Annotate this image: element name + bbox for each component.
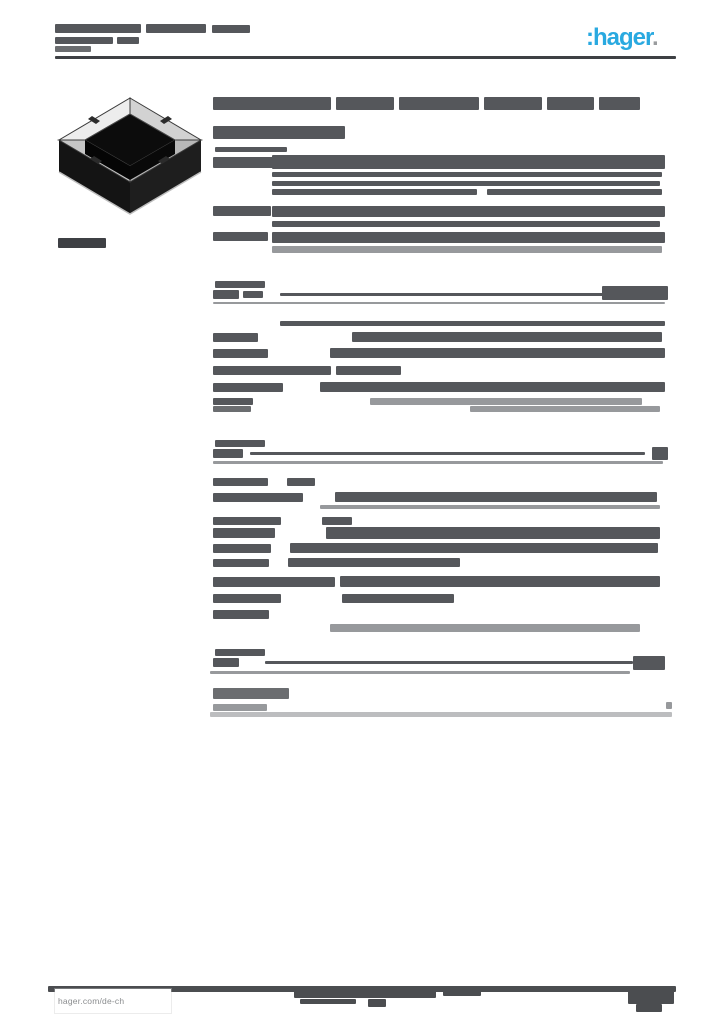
redacted-text-line <box>272 221 660 227</box>
redacted-text-line <box>243 291 263 298</box>
redacted-text-line <box>288 558 460 567</box>
redacted-text-line <box>272 206 665 217</box>
redacted-text-line <box>326 527 660 539</box>
redacted-text-line <box>213 206 271 216</box>
redacted-text-line <box>213 658 239 667</box>
redacted-text-line <box>280 293 632 296</box>
redacted-text-line <box>633 656 665 670</box>
redacted-text-line <box>666 702 672 709</box>
redacted-text-line <box>55 46 91 52</box>
redacted-text-line <box>322 517 352 525</box>
hager-logo <box>586 24 678 54</box>
hager-logo-text: :hager <box>586 24 653 51</box>
redacted-text-line <box>215 440 265 447</box>
redacted-text-line <box>272 232 665 243</box>
redacted-text-line <box>487 189 662 195</box>
redacted-text-line <box>280 321 665 326</box>
redacted-text-line <box>602 286 668 300</box>
redacted-text-line <box>213 461 663 464</box>
redacted-text-line <box>213 704 267 711</box>
redacted-text-line <box>628 990 674 1004</box>
redacted-text-line <box>55 56 676 59</box>
redacted-text-line <box>213 302 665 304</box>
redacted-text-line <box>443 991 481 996</box>
redacted-text-line <box>213 406 251 412</box>
redacted-text-line <box>294 991 436 998</box>
footer-url-text[interactable]: hager.com/de-ch <box>58 996 125 1006</box>
redacted-text-line <box>215 281 265 288</box>
redacted-text-line <box>599 97 640 110</box>
redacted-text-line <box>547 97 594 110</box>
redacted-text-line <box>210 712 672 717</box>
redacted-text-line <box>213 449 243 458</box>
redacted-text-line <box>213 157 275 168</box>
redacted-text-line <box>213 577 335 587</box>
redacted-text-line <box>320 382 665 392</box>
redacted-text-line <box>287 478 315 486</box>
redacted-text-line <box>652 447 668 460</box>
redacted-text-line <box>213 333 258 342</box>
redacted-text-line <box>335 492 657 502</box>
redacted-text-line <box>213 232 268 241</box>
redacted-text-line <box>213 290 239 299</box>
redacted-text-line <box>470 406 660 412</box>
redacted-text-line <box>213 349 268 358</box>
redacted-text-line <box>210 671 630 674</box>
redacted-text-line <box>272 189 477 195</box>
redacted-text-line <box>330 348 665 358</box>
footer-url-box[interactable] <box>55 989 171 1013</box>
redacted-text-line <box>272 155 665 169</box>
redacted-text-line <box>55 37 113 44</box>
redacted-text-line <box>272 246 662 253</box>
redacted-text-line <box>117 37 139 44</box>
redacted-text-line <box>213 528 275 538</box>
redacted-text-line <box>215 147 287 152</box>
redacted-text-line <box>212 25 250 33</box>
redacted-text-line <box>636 1004 662 1012</box>
redacted-text-line <box>336 97 394 110</box>
redacted-text-line <box>330 624 640 632</box>
redacted-text-line <box>336 366 401 375</box>
redacted-text-line <box>55 24 141 33</box>
redacted-text-line <box>213 594 281 603</box>
redacted-text-line <box>213 398 253 405</box>
redacted-text-line <box>265 661 633 664</box>
redacted-text-line <box>290 543 658 553</box>
redacted-text-line <box>213 517 281 525</box>
redacted-text-line <box>342 594 454 603</box>
redacted-text-line <box>213 688 289 699</box>
redacted-text-line <box>146 24 206 33</box>
redacted-text-line <box>213 544 271 553</box>
redacted-text-line <box>213 97 331 110</box>
redacted-text-line <box>250 452 645 455</box>
redacted-text-line <box>215 649 265 656</box>
redacted-text-line <box>213 493 303 502</box>
product-photo-mounting-frame <box>54 84 206 244</box>
redacted-text-line <box>370 398 642 405</box>
redacted-text-line <box>272 181 660 186</box>
redacted-text-line <box>320 505 660 509</box>
redacted-text-line <box>340 576 660 587</box>
redacted-text-line <box>484 97 542 110</box>
redacted-text-line <box>399 97 479 110</box>
redacted-text-line <box>213 126 345 139</box>
redacted-text-line <box>213 383 283 392</box>
redacted-text-line <box>213 559 269 567</box>
redacted-text-line <box>300 999 356 1004</box>
redacted-text-line <box>213 610 269 619</box>
redacted-text-line <box>368 999 386 1007</box>
redacted-text-line <box>213 366 331 375</box>
hager-logo-registered-mark: . <box>652 24 658 51</box>
redacted-text-line <box>352 332 662 342</box>
redacted-text-line <box>213 478 268 486</box>
redacted-text-line <box>272 172 662 177</box>
